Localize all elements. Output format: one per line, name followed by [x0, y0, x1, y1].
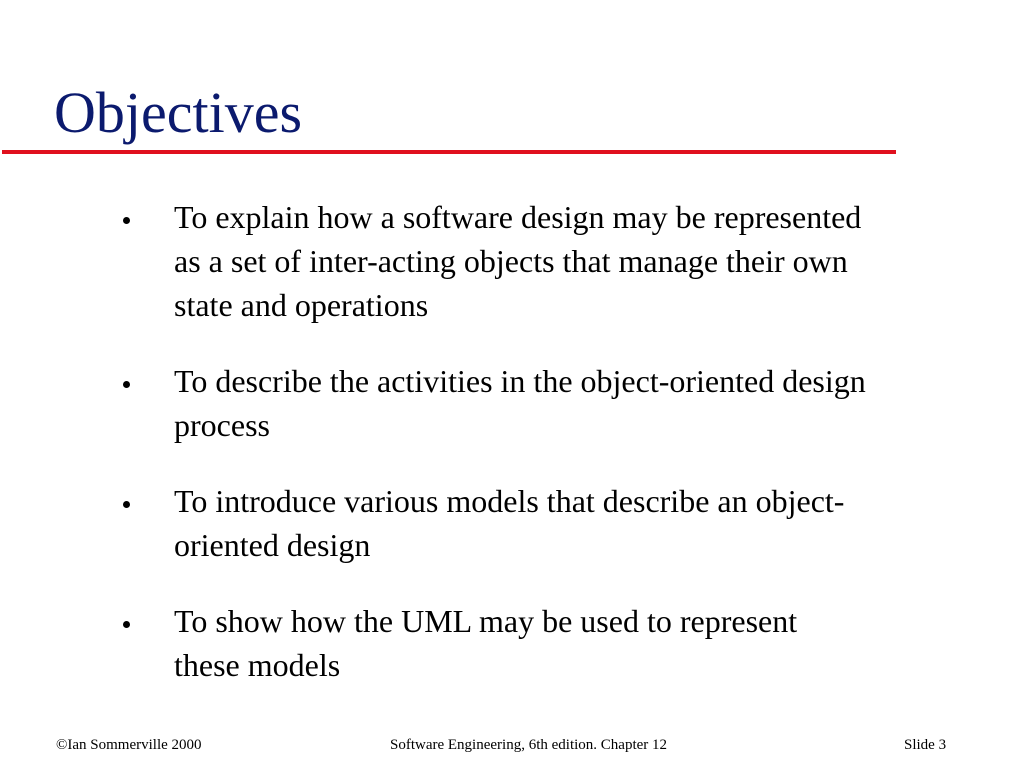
- bullet-line: To introduce various models that describe an object-: [174, 483, 845, 519]
- bullet-text: [174, 599, 984, 687]
- bullet-dot-icon: [123, 621, 130, 628]
- bullet-line: oriented design: [174, 527, 371, 563]
- bullet-text: [174, 195, 984, 327]
- bullet-line: To explain how a software design may be represented: [174, 199, 862, 235]
- bullet-line: these models: [174, 647, 341, 683]
- bullet-dot-icon: [123, 217, 130, 224]
- bullet-line: To describe the activities in the object-oriented design: [174, 363, 866, 399]
- bullet-line: state and operations: [174, 287, 429, 323]
- bullet-text: [174, 359, 984, 447]
- bullet-line: as a set of inter-acting objects that manage their own: [174, 243, 848, 279]
- bullet-dot-icon: [123, 501, 130, 508]
- bullet-line: process: [174, 407, 270, 443]
- slide-title: Objectives: [54, 80, 303, 145]
- footer-copyright: ©Ian Sommerville 2000: [56, 737, 202, 753]
- bullet-line: To show how the UML may be used to represent: [174, 603, 798, 639]
- bullet-dot-icon: [123, 381, 130, 388]
- footer-slide-number: Slide 3: [904, 737, 947, 753]
- footer-book-title: Software Engineering, 6th edition. Chapter 12: [390, 737, 668, 753]
- bullet-text: [174, 479, 984, 567]
